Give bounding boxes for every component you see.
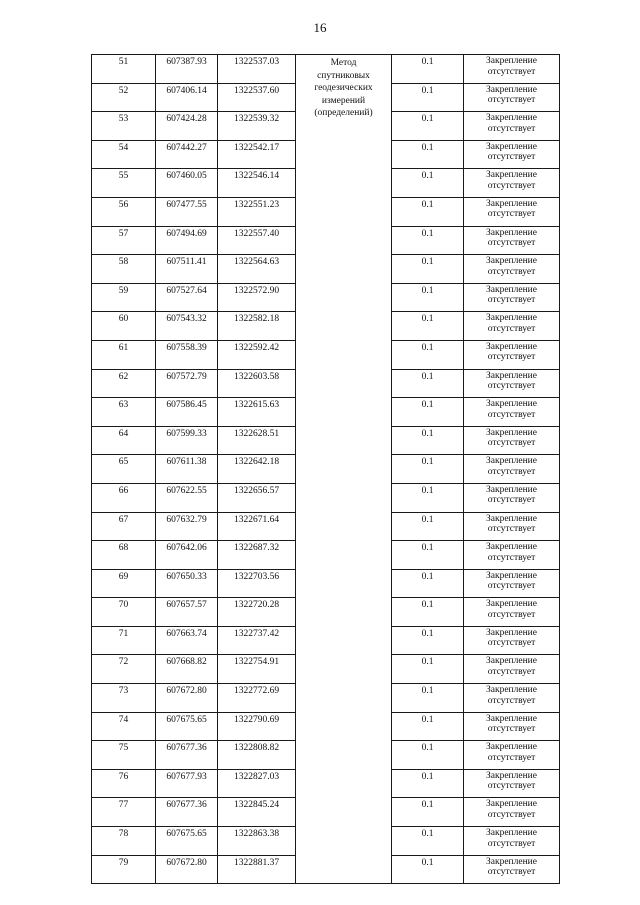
y-coordinate-cell: 1322628.51 <box>218 426 296 455</box>
fixing-description-cell <box>464 140 560 169</box>
fixing-description-cell <box>464 598 560 627</box>
fixing-description-cell <box>464 541 560 570</box>
point-number-cell: 63 <box>92 398 156 427</box>
fixing-line-1: Закрепление <box>486 456 537 467</box>
y-coordinate-cell: 1322720.28 <box>218 598 296 627</box>
fixing-line-2: отсутствует <box>487 323 536 334</box>
accuracy-cell: 0.1 <box>392 197 464 226</box>
x-coordinate-cell: 607672.80 <box>156 855 218 884</box>
y-coordinate-cell: 1322687.32 <box>218 541 296 570</box>
fixing-line-1: Закрепление <box>486 56 537 66</box>
fixing-line-1: Закрепление <box>486 685 537 696</box>
x-coordinate-cell: 607677.36 <box>156 798 218 827</box>
fixing-description-cell <box>464 798 560 827</box>
fixing-line-2: отсутствует <box>487 352 536 363</box>
accuracy-cell: 0.1 <box>392 712 464 741</box>
accuracy-cell: 0.1 <box>392 455 464 484</box>
fixing-line-1: Закрепление <box>486 513 537 524</box>
x-coordinate-cell: 607406.14 <box>156 83 218 112</box>
fixing-line-1: Закрепление <box>486 227 537 238</box>
point-number-cell: 62 <box>92 369 156 398</box>
point-number-cell: 53 <box>92 112 156 141</box>
method-line: Метод <box>330 58 357 68</box>
accuracy-cell: 0.1 <box>392 340 464 369</box>
fixing-line-1: Закрепление <box>486 284 537 295</box>
fixing-line-2: отсутствует <box>487 180 536 191</box>
fixing-line-1: Закрепление <box>486 856 537 867</box>
fixing-description-cell <box>464 569 560 598</box>
point-number-cell: 66 <box>92 483 156 512</box>
fixing-description-cell <box>464 83 560 112</box>
fixing-line-2: отсутствует <box>487 838 536 849</box>
y-coordinate-cell: 1322542.17 <box>218 140 296 169</box>
fixing-description-cell <box>464 483 560 512</box>
point-number-cell: 73 <box>92 684 156 713</box>
x-coordinate-cell: 607622.55 <box>156 483 218 512</box>
coordinates-table <box>91 54 560 884</box>
method-cell <box>296 55 392 884</box>
point-number-cell: 71 <box>92 626 156 655</box>
point-number-cell: 51 <box>92 55 156 84</box>
fixing-description-cell <box>464 626 560 655</box>
fixing-description-cell <box>464 255 560 284</box>
y-coordinate-cell: 1322546.14 <box>218 169 296 198</box>
fixing-line-2: отсутствует <box>487 809 536 820</box>
fixing-description-cell <box>464 769 560 798</box>
point-number-cell: 77 <box>92 798 156 827</box>
point-number-cell: 58 <box>92 255 156 284</box>
fixing-line-2: отсутствует <box>487 867 536 878</box>
fixing-description-cell <box>464 112 560 141</box>
fixing-line-2: отсутствует <box>487 552 536 563</box>
y-coordinate-cell: 1322537.60 <box>218 83 296 112</box>
y-coordinate-cell: 1322845.24 <box>218 798 296 827</box>
accuracy-cell: 0.1 <box>392 226 464 255</box>
fixing-line-2: отсутствует <box>487 295 536 306</box>
accuracy-cell: 0.1 <box>392 83 464 112</box>
y-coordinate-cell: 1322827.03 <box>218 769 296 798</box>
fixing-line-1: Закрепление <box>486 341 537 352</box>
fixing-line-2: отсутствует <box>487 95 536 106</box>
fixing-line-1: Закрепление <box>486 370 537 381</box>
point-number-cell: 79 <box>92 855 156 884</box>
point-number-cell: 52 <box>92 83 156 112</box>
fixing-description-cell <box>464 684 560 713</box>
point-number-cell: 67 <box>92 512 156 541</box>
accuracy-cell: 0.1 <box>392 626 464 655</box>
x-coordinate-cell: 607494.69 <box>156 226 218 255</box>
accuracy-cell: 0.1 <box>392 769 464 798</box>
fixing-line-2: отсутствует <box>487 724 536 735</box>
method-line: геодезических <box>314 83 373 93</box>
point-number-cell: 64 <box>92 426 156 455</box>
fixing-description-cell <box>464 512 560 541</box>
x-coordinate-cell: 607477.55 <box>156 197 218 226</box>
point-number-cell: 55 <box>92 169 156 198</box>
fixing-line-1: Закрепление <box>486 198 537 209</box>
fixing-description-cell <box>464 369 560 398</box>
x-coordinate-cell: 607543.32 <box>156 312 218 341</box>
fixing-line-1: Закрепление <box>486 113 537 124</box>
accuracy-cell: 0.1 <box>392 255 464 284</box>
point-number-cell: 78 <box>92 827 156 856</box>
y-coordinate-cell: 1322582.18 <box>218 312 296 341</box>
fixing-line-2: отсутствует <box>487 123 536 134</box>
point-number-cell: 61 <box>92 340 156 369</box>
x-coordinate-cell: 607675.65 <box>156 712 218 741</box>
fixing-description-cell <box>464 312 560 341</box>
accuracy-cell: 0.1 <box>392 140 464 169</box>
point-number-cell: 70 <box>92 598 156 627</box>
accuracy-cell: 0.1 <box>392 684 464 713</box>
fixing-line-1: Закрепление <box>486 742 537 753</box>
accuracy-cell: 0.1 <box>392 512 464 541</box>
accuracy-cell: 0.1 <box>392 741 464 770</box>
point-number-cell: 72 <box>92 655 156 684</box>
method-line: спутниковых <box>317 70 370 81</box>
x-coordinate-cell: 607511.41 <box>156 255 218 284</box>
fixing-line-1: Закрепление <box>486 770 537 781</box>
y-coordinate-cell: 1322671.64 <box>218 512 296 541</box>
accuracy-cell: 0.1 <box>392 541 464 570</box>
accuracy-cell: 0.1 <box>392 569 464 598</box>
y-coordinate-cell: 1322703.56 <box>218 569 296 598</box>
fixing-line-2: отсутствует <box>487 666 536 677</box>
fixing-line-1: Закрепление <box>486 484 537 495</box>
fixing-line-2: отсутствует <box>487 66 536 77</box>
fixing-line-2: отсутствует <box>487 409 536 420</box>
fixing-description-cell <box>464 712 560 741</box>
y-coordinate-cell: 1322737.42 <box>218 626 296 655</box>
accuracy-cell: 0.1 <box>392 112 464 141</box>
y-coordinate-cell: 1322656.57 <box>218 483 296 512</box>
point-number-cell: 69 <box>92 569 156 598</box>
x-coordinate-cell: 607558.39 <box>156 340 218 369</box>
fixing-line-1: Закрепление <box>486 256 537 267</box>
y-coordinate-cell: 1322863.38 <box>218 827 296 856</box>
fixing-line-2: отсутствует <box>487 466 536 477</box>
x-coordinate-cell: 607572.79 <box>156 369 218 398</box>
fixing-line-2: отсутствует <box>487 152 536 163</box>
fixing-description-cell <box>464 197 560 226</box>
accuracy-cell: 0.1 <box>392 283 464 312</box>
x-coordinate-cell: 607657.57 <box>156 598 218 627</box>
y-coordinate-cell: 1322557.40 <box>218 226 296 255</box>
point-number-cell: 54 <box>92 140 156 169</box>
y-coordinate-cell: 1322772.69 <box>218 684 296 713</box>
fixing-line-2: отсутствует <box>487 495 536 506</box>
method-line: измерений <box>321 95 366 106</box>
accuracy-cell: 0.1 <box>392 855 464 884</box>
accuracy-cell: 0.1 <box>392 827 464 856</box>
y-coordinate-cell: 1322808.82 <box>218 741 296 770</box>
fixing-description-cell <box>464 398 560 427</box>
y-coordinate-cell: 1322790.69 <box>218 712 296 741</box>
x-coordinate-cell: 607424.28 <box>156 112 218 141</box>
x-coordinate-cell: 607632.79 <box>156 512 218 541</box>
fixing-line-1: Закрепление <box>486 141 537 152</box>
fixing-description-cell <box>464 655 560 684</box>
page-number: 16 <box>313 20 327 35</box>
accuracy-cell: 0.1 <box>392 655 464 684</box>
x-coordinate-cell: 607642.06 <box>156 541 218 570</box>
y-coordinate-cell: 1322754.91 <box>218 655 296 684</box>
fixing-line-2: отсутствует <box>487 781 536 792</box>
x-coordinate-cell: 607677.93 <box>156 769 218 798</box>
x-coordinate-cell: 607611.38 <box>156 455 218 484</box>
x-coordinate-cell: 607586.45 <box>156 398 218 427</box>
point-number-cell: 65 <box>92 455 156 484</box>
fixing-line-1: Закрепление <box>486 713 537 724</box>
fixing-description-cell <box>464 426 560 455</box>
y-coordinate-cell: 1322539.32 <box>218 112 296 141</box>
point-number-cell: 59 <box>92 283 156 312</box>
accuracy-cell: 0.1 <box>392 369 464 398</box>
table-row <box>92 55 560 84</box>
point-number-cell: 76 <box>92 769 156 798</box>
y-coordinate-cell: 1322537.03 <box>218 55 296 84</box>
x-coordinate-cell: 607527.64 <box>156 283 218 312</box>
fixing-line-1: Закрепление <box>486 170 537 181</box>
y-coordinate-cell: 1322592.42 <box>218 340 296 369</box>
point-number-cell: 74 <box>92 712 156 741</box>
fixing-line-1: Закрепление <box>486 399 537 410</box>
x-coordinate-cell: 607668.82 <box>156 655 218 684</box>
y-coordinate-cell: 1322603.58 <box>218 369 296 398</box>
fixing-line-2: отсутствует <box>487 381 536 392</box>
y-coordinate-cell: 1322615.63 <box>218 398 296 427</box>
x-coordinate-cell: 607599.33 <box>156 426 218 455</box>
fixing-line-1: Закрепление <box>486 627 537 638</box>
fixing-description-cell <box>464 55 560 84</box>
fixing-line-1: Закрепление <box>486 313 537 324</box>
fixing-line-1: Закрепление <box>486 656 537 667</box>
fixing-description-cell <box>464 226 560 255</box>
x-coordinate-cell: 607460.05 <box>156 169 218 198</box>
fixing-line-2: отсутствует <box>487 438 536 449</box>
x-coordinate-cell: 607677.36 <box>156 741 218 770</box>
point-number-cell: 60 <box>92 312 156 341</box>
point-number-cell: 68 <box>92 541 156 570</box>
fixing-description-cell <box>464 169 560 198</box>
point-number-cell: 75 <box>92 741 156 770</box>
y-coordinate-cell: 1322572.90 <box>218 283 296 312</box>
fixing-description-cell <box>464 855 560 884</box>
fixing-line-1: Закрепление <box>486 799 537 810</box>
fixing-line-2: отсутствует <box>487 609 536 620</box>
fixing-line-2: отсутствует <box>487 266 536 277</box>
fixing-line-2: отсутствует <box>487 752 536 763</box>
fixing-line-2: отсутствует <box>487 695 536 706</box>
accuracy-cell: 0.1 <box>392 169 464 198</box>
fixing-line-1: Закрепление <box>486 599 537 610</box>
fixing-description-cell <box>464 455 560 484</box>
y-coordinate-cell: 1322881.37 <box>218 855 296 884</box>
y-coordinate-cell: 1322551.23 <box>218 197 296 226</box>
fixing-line-2: отсутствует <box>487 209 536 220</box>
x-coordinate-cell: 607675.65 <box>156 827 218 856</box>
fixing-description-cell <box>464 283 560 312</box>
fixing-line-1: Закрепление <box>486 828 537 839</box>
coordinates-table-body <box>92 55 560 884</box>
accuracy-cell: 0.1 <box>392 483 464 512</box>
fixing-line-2: отсутствует <box>487 581 536 592</box>
x-coordinate-cell: 607672.80 <box>156 684 218 713</box>
fixing-line-1: Закрепление <box>486 542 537 553</box>
x-coordinate-cell: 607387.93 <box>156 55 218 84</box>
y-coordinate-cell: 1322564.63 <box>218 255 296 284</box>
fixing-description-cell <box>464 741 560 770</box>
x-coordinate-cell: 607650.33 <box>156 569 218 598</box>
point-number-cell: 57 <box>92 226 156 255</box>
method-line: (определений) <box>314 108 373 118</box>
accuracy-cell: 0.1 <box>392 798 464 827</box>
fixing-line-2: отсутствует <box>487 638 536 649</box>
accuracy-cell: 0.1 <box>392 426 464 455</box>
fixing-description-cell <box>464 340 560 369</box>
fixing-line-1: Закрепление <box>486 84 537 95</box>
accuracy-cell: 0.1 <box>392 312 464 341</box>
x-coordinate-cell: 607442.27 <box>156 140 218 169</box>
fixing-line-2: отсутствует <box>487 238 536 249</box>
point-number-cell: 56 <box>92 197 156 226</box>
accuracy-cell: 0.1 <box>392 598 464 627</box>
y-coordinate-cell: 1322642.18 <box>218 455 296 484</box>
fixing-line-1: Закрепление <box>486 427 537 438</box>
fixing-line-1: Закрепление <box>486 570 537 581</box>
accuracy-cell: 0.1 <box>392 55 464 84</box>
x-coordinate-cell: 607663.74 <box>156 626 218 655</box>
fixing-line-2: отсутствует <box>487 524 536 534</box>
accuracy-cell: 0.1 <box>392 398 464 427</box>
fixing-description-cell <box>464 827 560 856</box>
